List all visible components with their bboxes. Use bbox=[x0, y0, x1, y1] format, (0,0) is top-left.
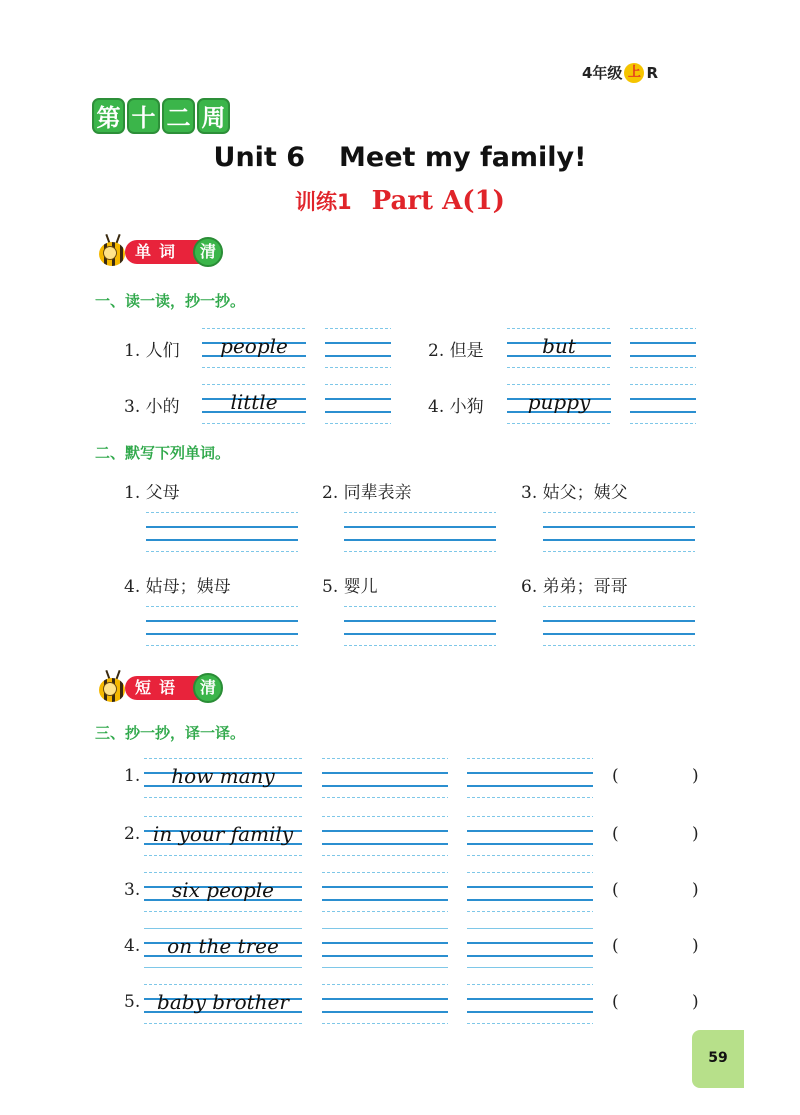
answer-paren-open: ( bbox=[612, 936, 619, 956]
training-title bbox=[0, 186, 800, 216]
task2-title: 二、默写下列单词。 bbox=[95, 444, 231, 462]
task3-phrase: six people bbox=[171, 878, 274, 902]
writing-band[interactable] bbox=[322, 866, 448, 914]
task1-word: little bbox=[230, 390, 278, 414]
writing-band[interactable] bbox=[467, 752, 593, 800]
task1-item-label: 3. 小的 bbox=[124, 397, 180, 417]
answer-paren-open: ( bbox=[612, 992, 619, 1012]
writing-band[interactable] bbox=[144, 752, 302, 800]
grade-suffix: R bbox=[646, 63, 658, 82]
writing-band[interactable] bbox=[543, 600, 695, 648]
grade-text: 4年级 bbox=[582, 64, 623, 82]
task3-item-number: 3. bbox=[124, 880, 141, 900]
task1-word: people bbox=[220, 334, 288, 358]
writing-band[interactable] bbox=[325, 378, 391, 426]
answer-paren-open: ( bbox=[612, 880, 619, 900]
writing-band[interactable] bbox=[344, 506, 496, 554]
writing-band[interactable] bbox=[507, 322, 611, 370]
section-words-label: 单词 bbox=[135, 242, 184, 261]
answer-paren-open: ( bbox=[612, 766, 619, 786]
unit-name: Meet my family! bbox=[339, 142, 587, 173]
section-phrases-pill bbox=[125, 676, 219, 700]
task2-item-label: 1. 父母 bbox=[124, 483, 180, 503]
writing-band[interactable] bbox=[325, 322, 391, 370]
page-number: 59 bbox=[692, 1030, 744, 1088]
task1-item-label: 1. 人们 bbox=[124, 341, 180, 361]
writing-band[interactable] bbox=[543, 506, 695, 554]
task2-item-label: 6. 弟弟；哥哥 bbox=[521, 577, 628, 597]
grade-label bbox=[582, 62, 658, 83]
task1-item-label: 4. 小狗 bbox=[428, 397, 484, 417]
writing-band[interactable] bbox=[146, 506, 298, 554]
task1-item-label: 2. 但是 bbox=[428, 341, 484, 361]
answer-paren-open: ( bbox=[612, 824, 619, 844]
task3-title: 三、抄一抄，译一译。 bbox=[95, 724, 246, 742]
writing-band[interactable] bbox=[467, 810, 593, 858]
grade-mark: 上 bbox=[624, 63, 644, 83]
writing-band[interactable] bbox=[322, 922, 448, 970]
section-words-tag bbox=[95, 234, 219, 270]
writing-band[interactable] bbox=[467, 866, 593, 914]
writing-band[interactable] bbox=[144, 922, 302, 970]
unit-title bbox=[0, 142, 800, 173]
answer-paren-close: ) bbox=[692, 766, 699, 786]
task3-phrase: baby brother bbox=[157, 990, 289, 1014]
answer-paren-close: ) bbox=[692, 992, 699, 1012]
unit-number: Unit 6 bbox=[213, 142, 306, 173]
writing-band[interactable] bbox=[344, 600, 496, 648]
section-phrases-mark: 清 bbox=[193, 673, 223, 703]
writing-band[interactable] bbox=[630, 322, 696, 370]
writing-band[interactable] bbox=[322, 752, 448, 800]
week-badge bbox=[92, 98, 230, 134]
task1-title: 一、读一读，抄一抄。 bbox=[95, 292, 246, 310]
week-char: 二 bbox=[162, 98, 195, 134]
task1-word: puppy bbox=[527, 390, 591, 414]
writing-band[interactable] bbox=[146, 600, 298, 648]
writing-band[interactable] bbox=[507, 378, 611, 426]
answer-paren-close: ) bbox=[692, 880, 699, 900]
task2-item-label: 4. 姑母；姨母 bbox=[124, 577, 231, 597]
section-phrases-tag bbox=[95, 670, 219, 706]
section-words-pill bbox=[125, 240, 219, 264]
task2-item-label: 3. 姑父；姨父 bbox=[521, 483, 628, 503]
task2-item-label: 5. 婴儿 bbox=[322, 577, 378, 597]
task3-item-number: 4. bbox=[124, 936, 141, 956]
writing-band[interactable] bbox=[202, 322, 306, 370]
writing-band[interactable] bbox=[144, 866, 302, 914]
task3-item-number: 1. bbox=[124, 766, 141, 786]
writing-band[interactable] bbox=[322, 810, 448, 858]
week-char: 第 bbox=[92, 98, 125, 134]
task3-phrase: on the tree bbox=[167, 934, 279, 958]
section-words-mark: 清 bbox=[193, 237, 223, 267]
writing-band[interactable] bbox=[202, 378, 306, 426]
week-char: 周 bbox=[197, 98, 230, 134]
task3-item-number: 2. bbox=[124, 824, 141, 844]
training-cn: 训练1 bbox=[295, 190, 352, 214]
task3-phrase: how many bbox=[171, 764, 275, 788]
writing-band[interactable] bbox=[467, 978, 593, 1026]
writing-band[interactable] bbox=[144, 978, 302, 1026]
answer-paren-close: ) bbox=[692, 824, 699, 844]
task3-phrase: in your family bbox=[152, 822, 294, 846]
task3-item-number: 5. bbox=[124, 992, 141, 1012]
writing-band[interactable] bbox=[467, 922, 593, 970]
writing-band[interactable] bbox=[322, 978, 448, 1026]
training-en: Part A(1) bbox=[371, 186, 505, 216]
section-phrases-label: 短语 bbox=[135, 678, 184, 697]
writing-band[interactable] bbox=[630, 378, 696, 426]
writing-band[interactable] bbox=[144, 810, 302, 858]
answer-paren-close: ) bbox=[692, 936, 699, 956]
task1-word: but bbox=[542, 334, 576, 358]
week-char: 十 bbox=[127, 98, 160, 134]
task2-item-label: 2. 同辈表亲 bbox=[322, 483, 412, 503]
